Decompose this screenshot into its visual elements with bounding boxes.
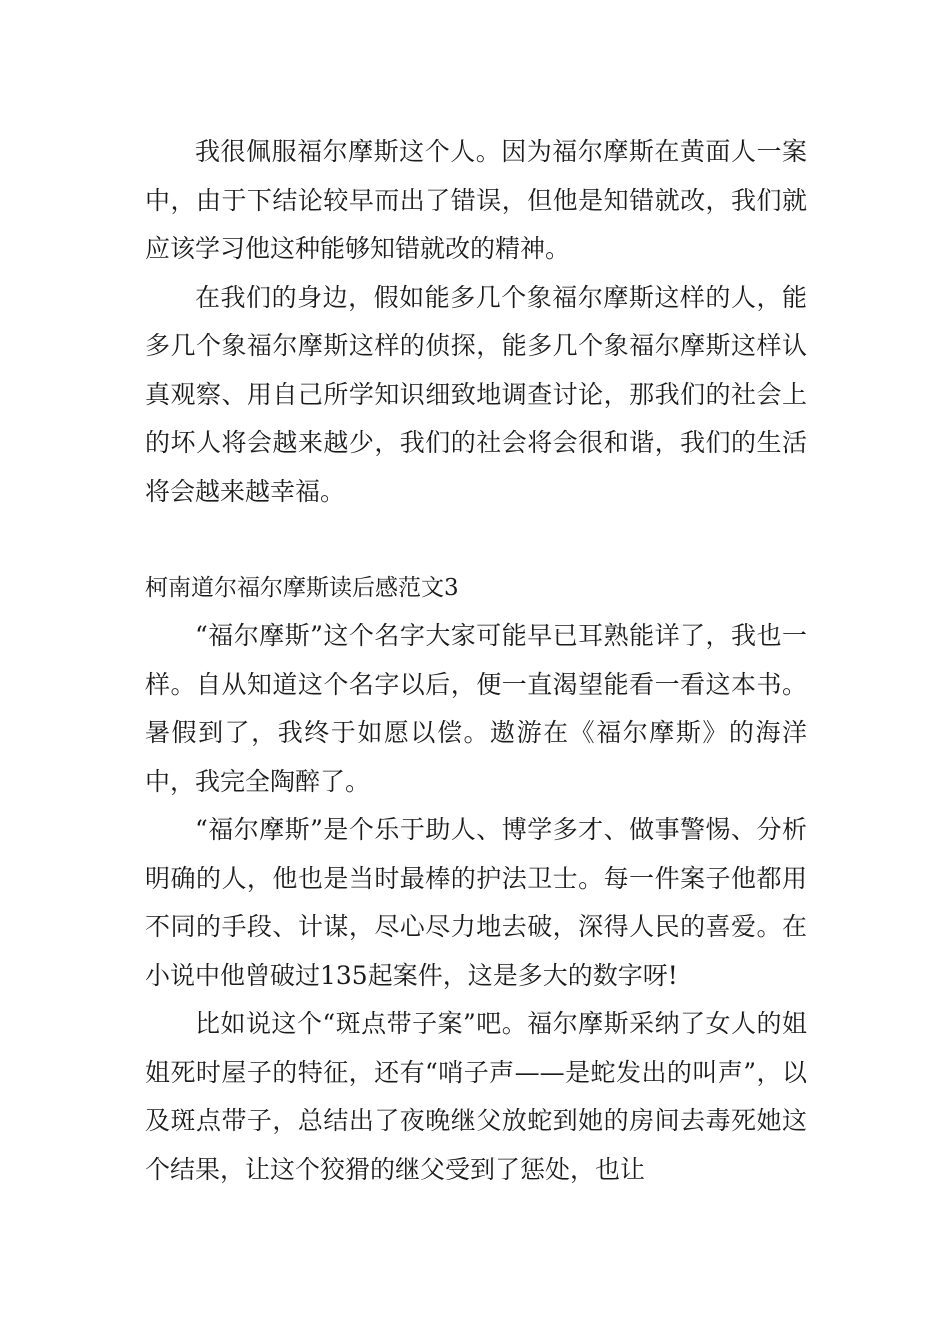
paragraph: 比如说这个“斑点带子案”吧。福尔摩斯采纳了女人的姐姐死时屋子的特征，还有“哨子声——是蛇发出的叫声”，以及斑点带子，总结出了夜晚继父放蛇到她的房间去毒死她这个结果，让这个狡猾的继父受到了惩处，也让 (145, 1009, 807, 1184)
section-heading: 柯南道尔福尔摩斯读后感范文3 (145, 575, 459, 601)
paragraph: “福尔摩斯”这个名字大家可能早已耳熟能详了，我也一样。自从知道这个名字以后，便一直渴望能看一看这本书。暑假到了，我终于如愿以偿。遨游在《福尔摩斯》的海洋中，我完全陶醉了。 (145, 621, 807, 796)
paragraph: 在我们的身边，假如能多几个象福尔摩斯这样的人，能多几个象福尔摩斯这样的侦探，能多几个象福尔摩斯这样认真观察、用自己所学知识细致地调查讨论，那我们的社会上的坏人将会越来越少，我们的社会将会很和谐，我们的生活将会越来越幸福。 (145, 282, 807, 506)
paragraph: 我很佩服福尔摩斯这个人。因为福尔摩斯在黄面人一案中，由于下结论较早而出了错误，但他是知错就改，我们就应该学习他这种能够知错就改的精神。 (145, 137, 807, 263)
paragraph: “福尔摩斯”是个乐于助人、博学多才、做事警惕、分析明确的人，他也是当时最棒的护法卫士。每一件案子他都用不同的手段、计谋，尽心尽力地去破，深得人民的喜爱。在小说中他曾破过135起案件，这是多大的数字呀! (145, 815, 807, 990)
document-body (145, 128, 807, 1194)
